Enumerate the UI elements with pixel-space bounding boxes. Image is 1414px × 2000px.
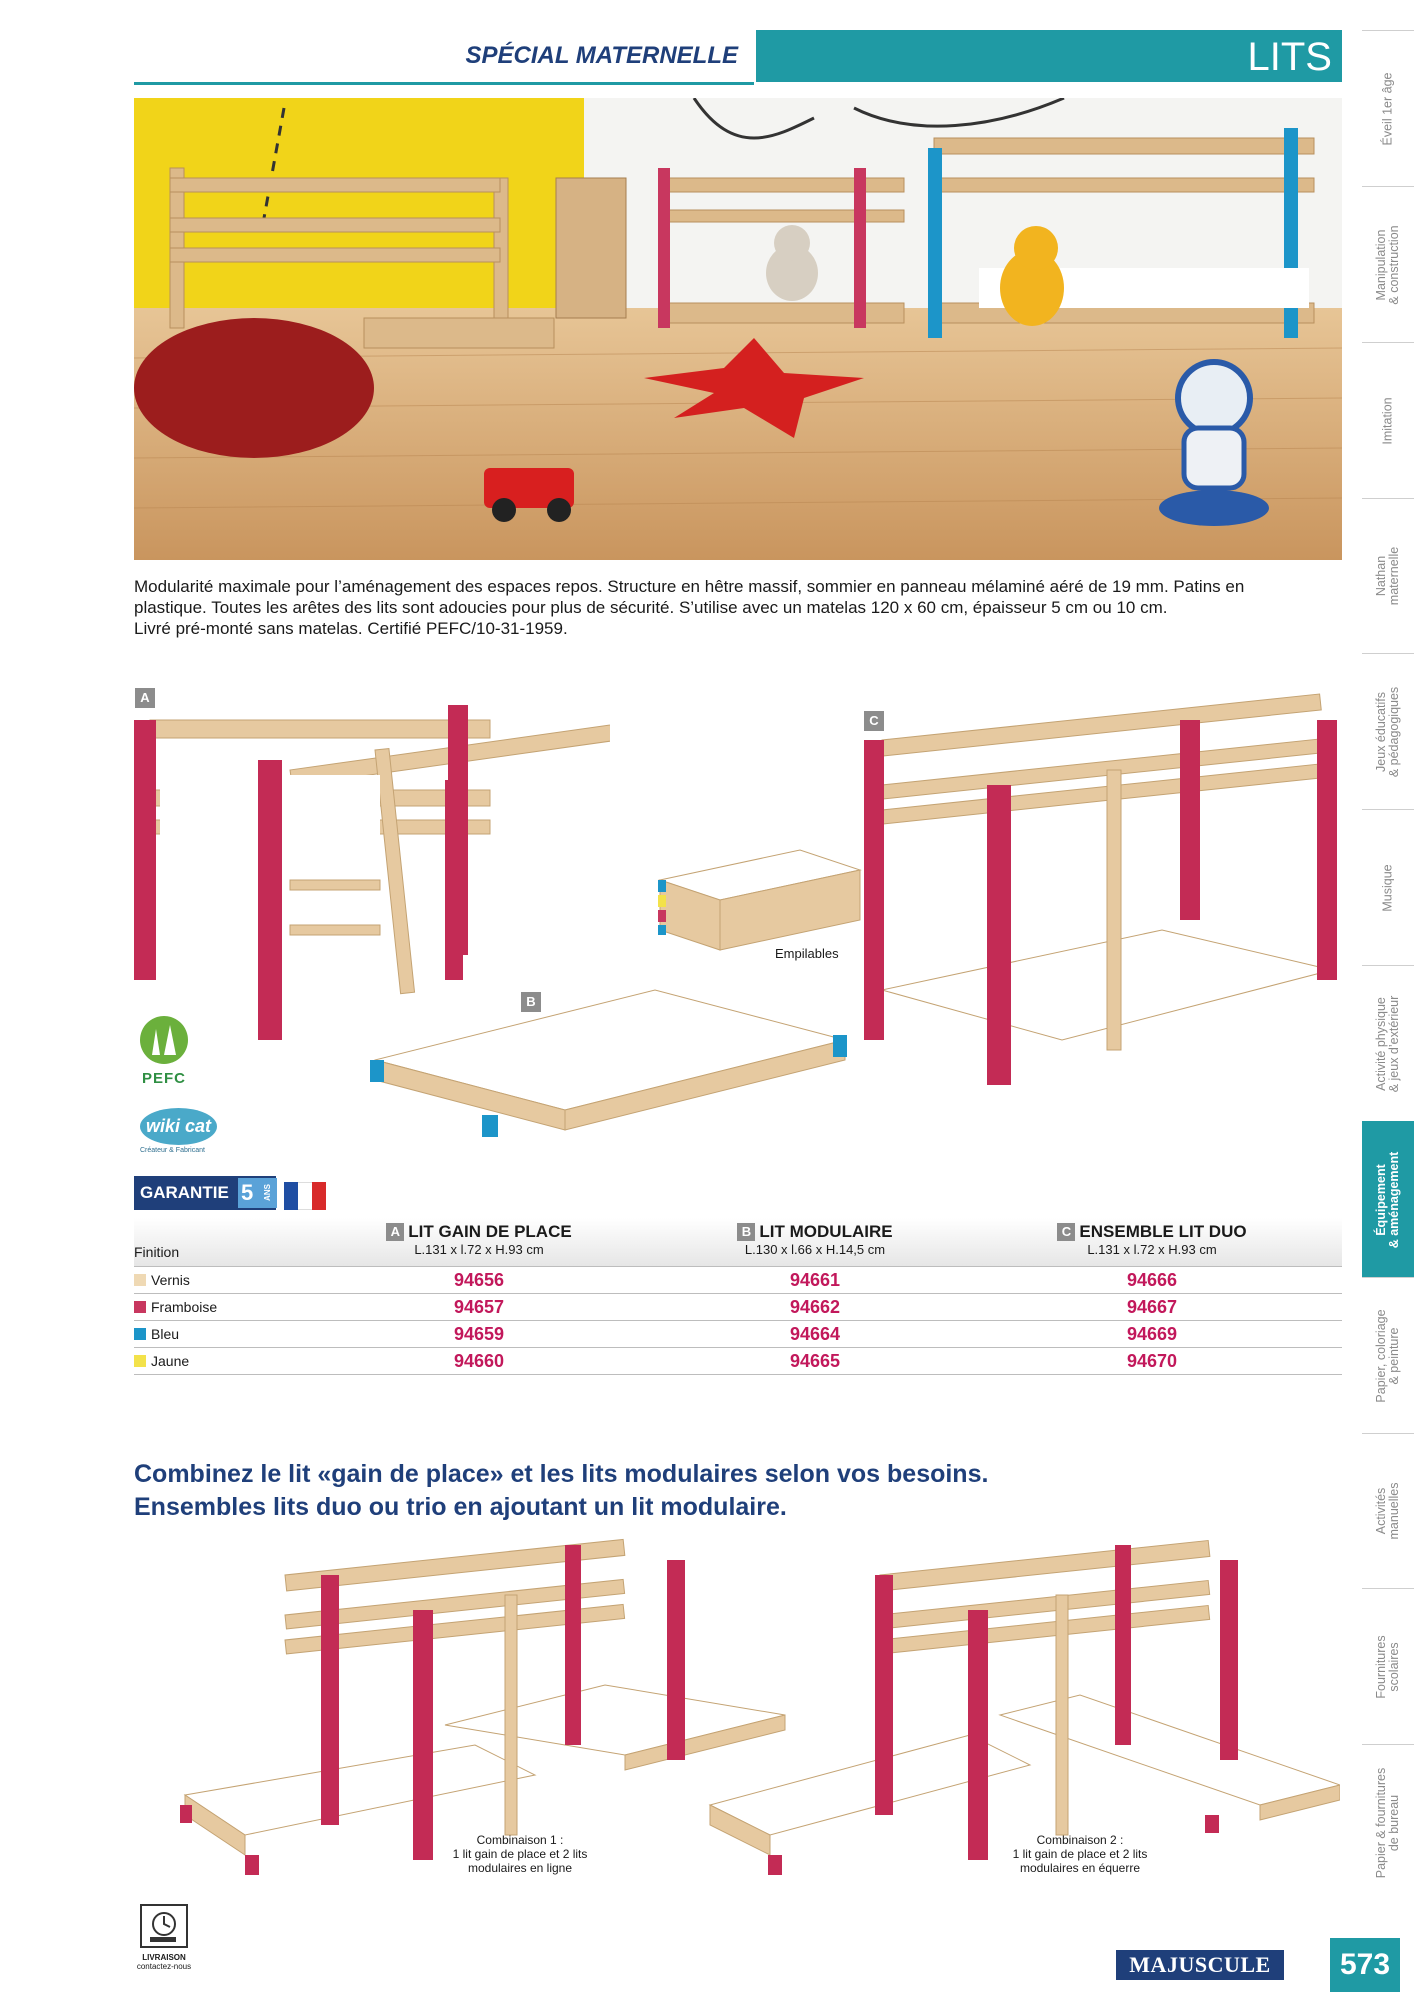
side-tab[interactable] [1362,186,1414,343]
combine-line-2: Ensembles lits duo ou trio en ajoutant un lit modulaire. [134,1493,787,1521]
side-tab[interactable] [1362,498,1414,655]
intro-line-1: Modularité maximale pour l’aménagement des espaces repos. Structure en hêtre massif, sommier en panneau mélaminé aéré de 19 mm. Patins en [134,577,1245,596]
table-row [134,1321,1342,1348]
column-dims: L.131 x l.72 x H.93 cm [414,1242,544,1257]
combination-1-caption [430,1833,610,1875]
side-tab-label: Équipement & aménagement [1374,1151,1401,1249]
side-tab[interactable] [1362,809,1414,966]
column-dims: L.130 x l.66 x H.14,5 cm [744,1242,886,1257]
table-row [134,1294,1342,1321]
side-tab[interactable] [1362,965,1414,1122]
wikicat-text: wiki cat [140,1108,217,1145]
product-code: 94656 [453,1270,505,1290]
product-code: 94667 [1126,1297,1178,1317]
product-label-a: A [135,688,155,708]
product-code: 94665 [789,1351,841,1371]
product-code: 94659 [453,1324,505,1344]
column-name: ENSEMBLE LIT DUO [1079,1222,1247,1241]
finition-header: Finition [134,1244,180,1260]
combine-line-1: Combinez le lit «gain de place» et les lits modulaires selon vos besoins. [134,1460,989,1488]
table-body [134,1267,1342,1375]
page-number: 573 [1330,1938,1400,1992]
column-header-b [650,1222,980,1257]
pefc-logo [134,1015,194,1087]
side-tab[interactable] [1362,1433,1414,1590]
finish-swatch [134,1301,146,1313]
side-tab-label: Activités manuelles [1374,1482,1401,1540]
guarantee-years: 5 [238,1178,277,1208]
modular-bed-illustration [365,980,855,1160]
product-code: 94670 [1126,1351,1178,1371]
combo-2-title: Combinaison 2 : [1036,1833,1124,1847]
product-code: 94666 [1126,1270,1178,1290]
guarantee-badge [134,1176,276,1210]
delivery-top: LIVRAISON [142,1953,186,1962]
brand-logo: MAJUSCULE [1116,1950,1284,1980]
finish-name: Bleu [151,1326,180,1342]
combo-1-line-1: 1 lit gain de place et 2 lits [452,1847,588,1861]
column-header-a [314,1222,644,1257]
side-tab-label: Activité physique & jeux d’extérieur [1374,995,1401,1093]
table-row [134,1267,1342,1294]
side-tab[interactable] [1362,1588,1414,1745]
category-title: LITS [1247,35,1332,79]
side-tab[interactable] [1362,653,1414,810]
column-letter: B [737,1223,755,1241]
side-tab[interactable] [1362,1744,1414,1901]
side-tab[interactable] [1362,1121,1414,1278]
combination-2-caption [990,1833,1170,1875]
product-code: 94660 [453,1351,505,1371]
column-dims: L.131 x l.72 x H.93 cm [1087,1242,1217,1257]
column-name: LIT MODULAIRE [759,1222,893,1241]
delivery-bottom: contactez-nous [136,1962,192,1971]
stack-caption: Empilables [775,946,839,961]
guarantee-unit: ANS [262,1184,272,1201]
finish-swatch [134,1328,146,1340]
price-table [134,1218,1342,1375]
side-tab-label: Nathan maternelle [1374,547,1401,606]
intro-description [134,576,1334,639]
side-tab-label: Papier, coloriage & peinture [1374,1309,1401,1403]
wikicat-subtitle: Créateur & Fabricant [140,1147,205,1154]
side-tab-label: Imitation [1380,396,1395,445]
side-tab-label: Jeux éducatifs & pédagogiques [1374,687,1401,778]
side-tab[interactable] [1362,342,1414,499]
column-letter: C [1057,1223,1075,1241]
side-tabs [1362,30,1414,1900]
product-code: 94657 [453,1297,505,1317]
finish-name: Jaune [151,1353,190,1369]
duo-bunk-illustration [862,690,1342,1090]
classroom-photo-illustration [134,98,1342,560]
combo-1-title: Combinaison 1 : [476,1833,564,1847]
side-tab-label: Éveil 1er âge [1380,72,1395,146]
side-tab[interactable] [1362,1277,1414,1434]
section-title: SPÉCIAL MATERNELLE [465,42,738,69]
side-tab-label: Papier & fournitures de bureau [1374,1767,1401,1879]
french-flag-icon [284,1182,326,1210]
side-tab-label: Musique [1380,864,1395,912]
column-letter: A [386,1223,404,1241]
table-header [134,1218,1342,1267]
side-tab-label: Fournitures scolaires [1374,1635,1401,1699]
combine-headline [134,1458,988,1524]
product-label-c: C [864,711,884,731]
guarantee-label: GARANTIE [140,1183,229,1202]
combo-1-line-2: modulaires en ligne [467,1861,573,1875]
pefc-text: PEFC [141,1070,186,1087]
combo-2-line-1: 1 lit gain de place et 2 lits [1012,1847,1148,1861]
delivery-badge [134,1904,194,1974]
product-code: 94664 [789,1324,841,1344]
classroom-photo [134,98,1342,560]
combo-2-line-2: modulaires en équerre [1019,1861,1141,1875]
header-section-bar [134,30,754,85]
table-row [134,1348,1342,1375]
product-label-b: B [521,992,541,1012]
product-code: 94662 [789,1297,841,1317]
column-name: LIT GAIN DE PLACE [408,1222,572,1241]
intro-line-3: Livré pré-monté sans matelas. Certifié PEFC/10-31-1959. [134,619,568,638]
header-category-bar [756,30,1342,82]
finish-name: Framboise [151,1299,218,1315]
column-header-c [987,1222,1317,1257]
finish-name: Vernis [151,1272,190,1288]
intro-line-2: plastique. Toutes les arêtes des lits sont adoucies pour plus de sécurité. S’utilise avec un matelas 120 x 60 cm, épaisseur 5 cm ou 10 cm. [134,598,1168,617]
product-code: 94669 [1126,1324,1178,1344]
delivery-truck-icon [140,1904,188,1948]
wikicat-logo [140,1108,240,1158]
finish-swatch [134,1274,146,1286]
finish-swatch [134,1355,146,1367]
side-tab-label: Manipulation & construction [1374,225,1401,305]
pefc-tree-icon [134,1015,194,1065]
side-tab[interactable] [1362,30,1414,187]
product-code: 94661 [789,1270,841,1290]
